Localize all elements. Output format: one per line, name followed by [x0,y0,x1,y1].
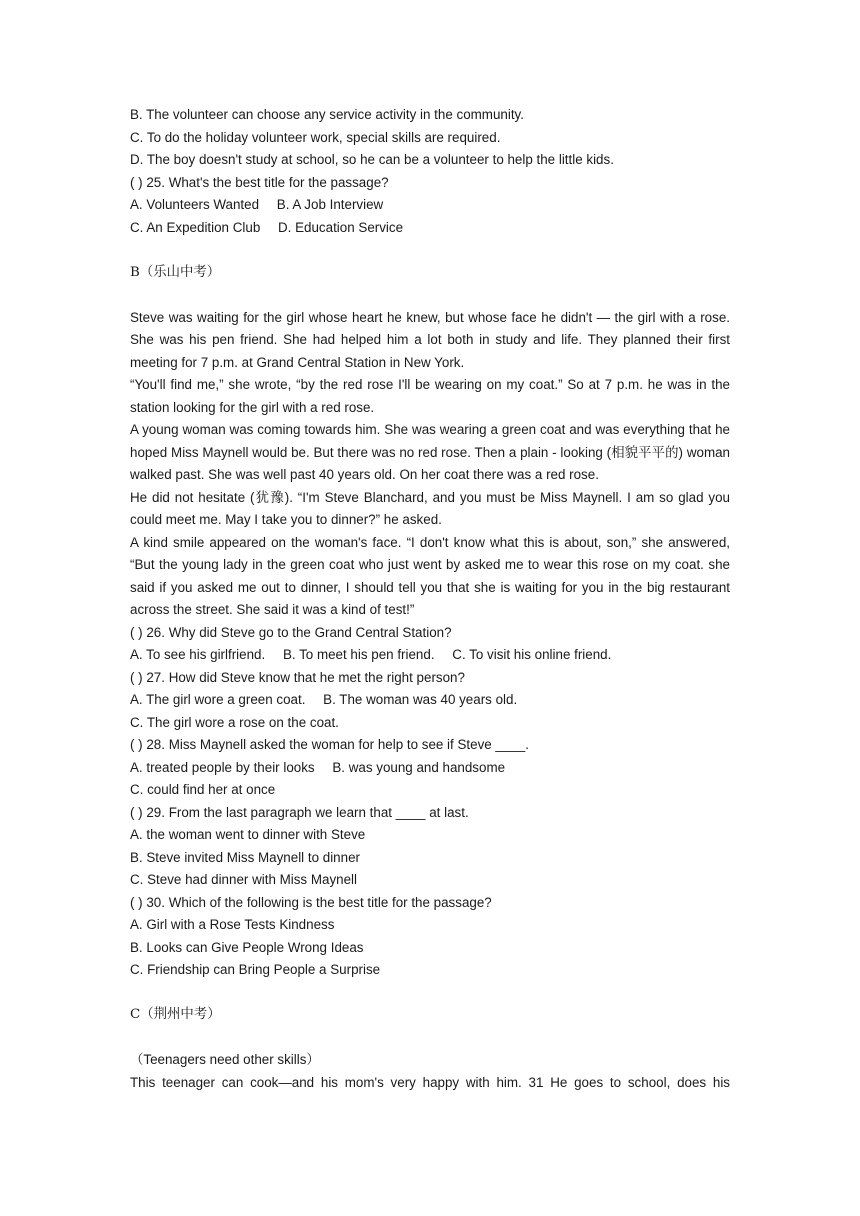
option-a-30: A. Girl with a Rose Tests Kindness [130,917,335,932]
passage-c-paragraph-1: This teenager can cook—and his mom's very happy with him. 31 He goes to school, does his [130,1074,730,1090]
option-a-26: A. To see his girlfriend. [130,647,266,662]
option-c-29: C. Steve had dinner with Miss Maynell [130,872,357,887]
passage-b-paragraph-2: “You'll find me,” she wrote, “by the red rose I'll be wearing on my coat.” So at 7 p.m. he was in the station looking for the girl with a red rose. [130,377,730,415]
option-b-28: B. was young and handsome [332,759,506,775]
option-c-24: C. To do the holiday volunteer work, special skills are required. [130,129,501,145]
option-b-27: B. The woman was 40 years old. [323,692,518,707]
option-c-25: C. An Expedition Club [130,219,261,235]
option-c-26: C. To visit his online friend. [452,647,612,662]
spacer [130,982,730,1005]
question-29: ( ) 29. From the last paragraph we learn that ____ at last. [130,804,469,820]
spacer [130,1027,730,1050]
question-28: ( ) 28. Miss Maynell asked the woman for help to see if Steve ____. [130,737,529,752]
option-a-29: A. the woman went to dinner with Steve [130,827,366,842]
question-25-options-row-1 [130,194,730,217]
passage-c-subtitle: （Teenagers need other skills） [130,1052,320,1067]
option-b-26: B. To meet his pen friend. [282,647,435,662]
document-body [130,104,730,1094]
spacer [130,239,730,262]
passage-b-paragraph-4: He did not hesitate (犹豫). “I'm Steve Blanchard, and you must be Miss Maynell. I am so glad you could meet me. May I take you to dinner?” he asked. [130,489,730,527]
passage-b-paragraph-3: A young woman was coming towards him. She was wearing a green coat and was everything that he hoped Miss Maynell would be. But there was no red rose. Then a plain - looking (相貌平平的) woman walked past. She was well past 40 years old. On her coat there was a red rose. [130,422,730,482]
option-b-29: B. Steve invited Miss Maynell to dinner [130,849,360,865]
section-c-heading: C（荆州中考） [130,1007,221,1022]
option-b-30: B. Looks can Give People Wrong Ideas [130,939,364,955]
option-c-27: C. The girl wore a rose on the coat. [130,714,339,730]
question-26: ( ) 26. Why did Steve go to the Grand Central Station? [130,624,452,640]
question-27: ( ) 27. How did Steve know that he met the right person? [130,669,465,685]
passage-b-paragraph-5: A kind smile appeared on the woman's face. “I don't know what this is about, son,” she answered, “But the young lady in the green coat who just went by asked me to wear this rose on my coat. she said if you asked me out to dinner, I should tell you that she is waiting for you in the big restaurant across the street. She said it was a kind of test!” [130,534,730,617]
section-b-heading: B（乐山中考） [130,264,221,280]
option-c-28: C. could find her at once [130,782,276,797]
option-d-24: D. The boy doesn't study at school, so he can be a volunteer to help the little kids. [130,152,614,167]
option-c-30: C. Friendship can Bring People a Surprise [130,962,381,977]
option-b-24: B. The volunteer can choose any service activity in the community. [130,107,524,122]
question-25-options-row-2 [130,217,730,240]
question-26-options [130,644,730,667]
question-30: ( ) 30. Which of the following is the best title for the passage? [130,894,492,910]
question-27-options [130,689,730,712]
question-25: ( ) 25. What's the best title for the passage? [130,174,389,190]
option-a-28: A. treated people by their looks [130,759,315,775]
option-d-25: D. Education Service [278,219,404,235]
passage-b-paragraph-1: Steve was waiting for the girl whose heart he knew, but whose face he didn't — the girl with a rose. She was his pen friend. She had helped him a lot both in study and life. They planned their first meeting for 7 p.m. at Grand Central Station in New York. [130,309,730,370]
option-a-25: A. Volunteers Wanted [130,197,260,212]
question-28-options [130,757,730,780]
option-b-25: B. A Job Interview [276,197,384,212]
spacer [130,284,730,307]
option-a-27: A. The girl wore a green coat. [130,692,306,707]
